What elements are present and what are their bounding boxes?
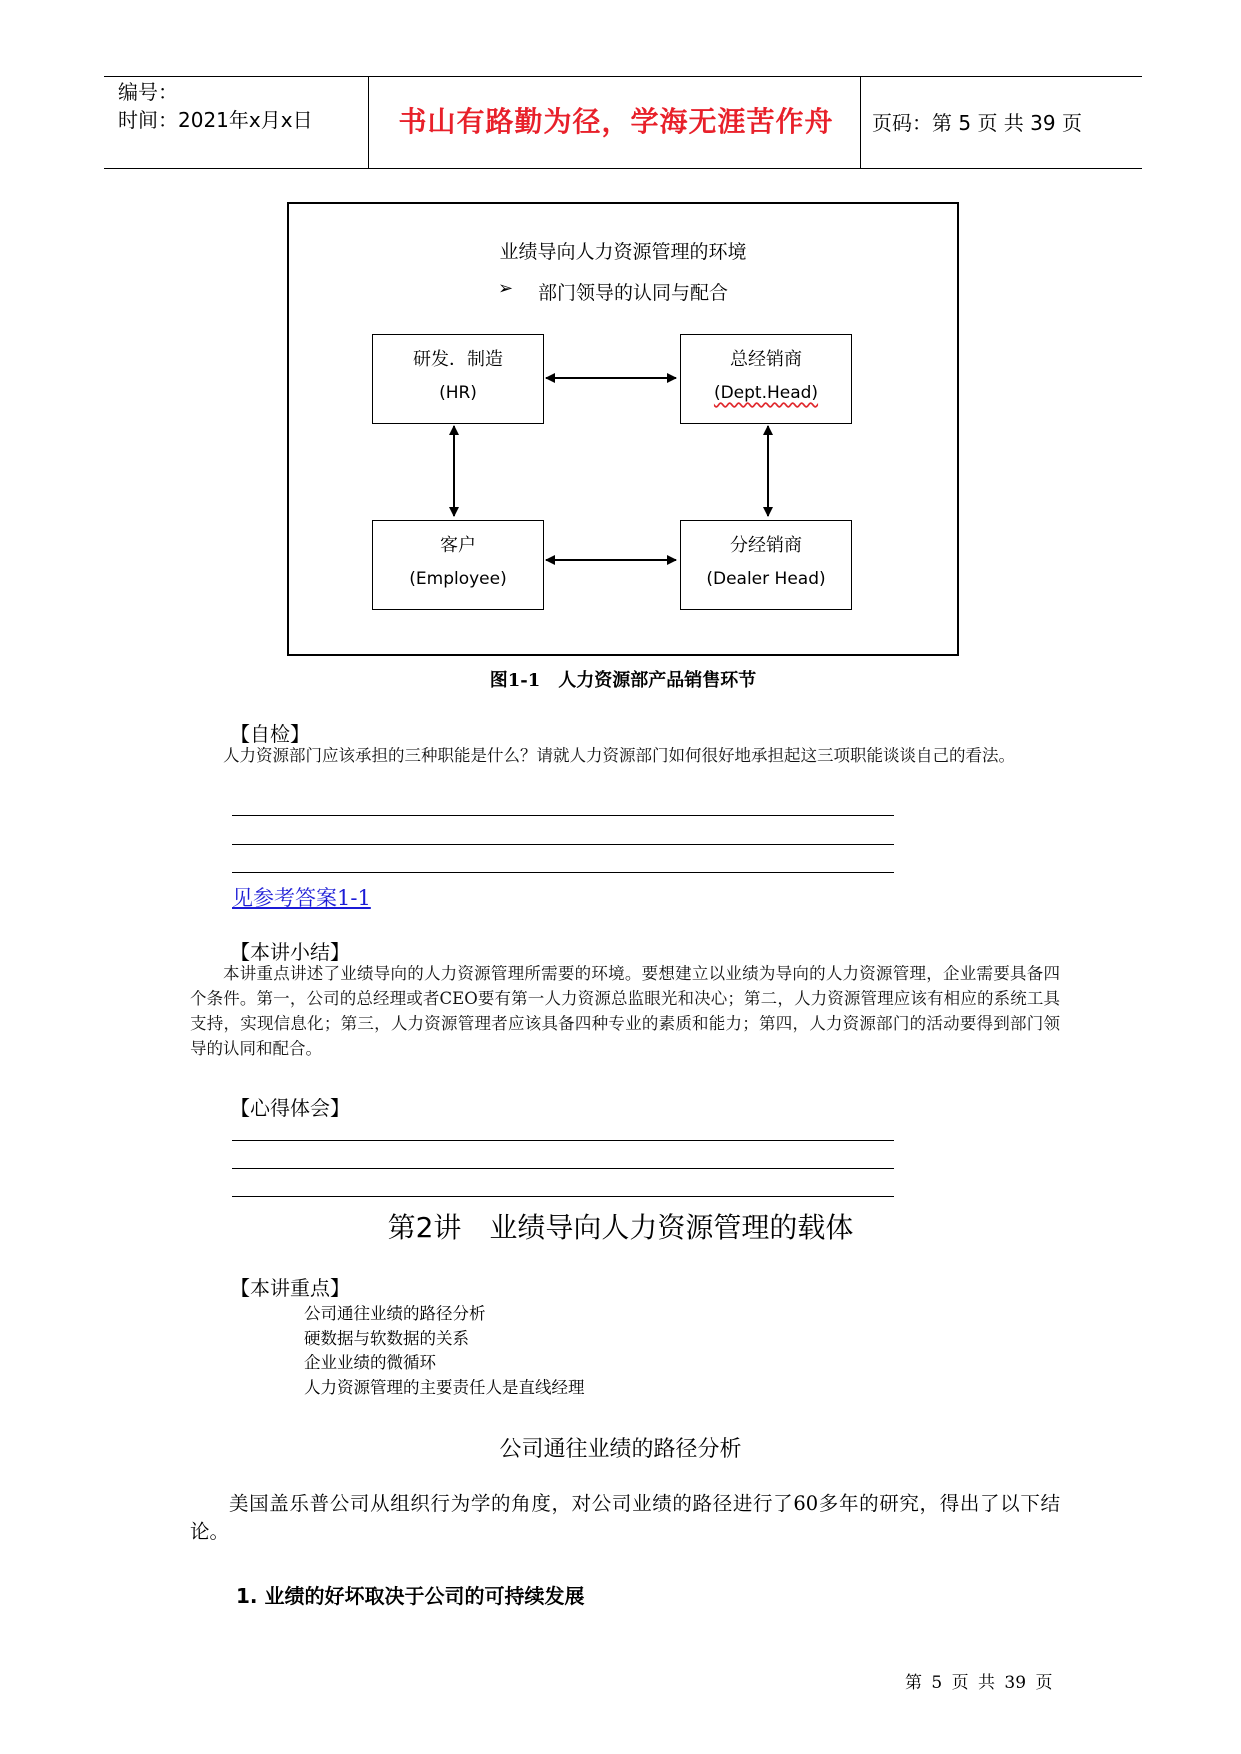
reflection-line-2[interactable] [232, 1168, 894, 1169]
diagram-box-rd-label: 研发．制造 [413, 349, 503, 370]
list-item: 硬数据与软数据的关系 [304, 1328, 469, 1348]
focus-list [304, 1302, 585, 1400]
intro-paragraph: 美国盖乐普公司从组织行为学的角度，对公司业绩的路径进行了60多年的研究，得出了以下结论。 [190, 1492, 1060, 1543]
diagram-box-customer-sublabel: (Employee) [409, 569, 507, 589]
header-number-label: 编号： [118, 80, 178, 104]
diagram-box-distributor-sublabel: (Dept.Head) [713, 383, 819, 403]
diagram-title: 业绩导向人力资源管理的环境 [499, 241, 747, 263]
header-time-label: 时间：2021年x月x日 [118, 108, 313, 132]
list-item: 企业业绩的微循环 [304, 1353, 436, 1372]
reflection-line-1[interactable] [232, 1140, 894, 1141]
section-title: 公司通往业绩的路径分析 [499, 1437, 742, 1462]
self-check-question: 人力资源部门应该承担的三种职能是什么？请就人力资源部门如何很好地承担起这三项职能谈谈自己的看法。 [223, 746, 1015, 765]
summary-text: 本讲重点讲述了业绩导向的人力资源管理所需要的环境。要想建立以业绩为导向的人力资源管理，企业需要具备四个条件。第一，公司的总经理或者CEO要有第一人力资源总监眼光和决心；第二，人力资源管理应该有相应的系统工具支持，实现信息化；第三，人力资源管理者应该具备四种专业的素质和能力；第四，人力资源部门的活动要得到部门领导的认同和配合。 [190, 964, 1060, 1058]
diagram-box-rd-sublabel: (HR) [439, 383, 477, 403]
reflection-line-3[interactable] [232, 1196, 894, 1197]
header-page-label: 页码：第 5 页 共 39 页 [872, 111, 1082, 135]
summary-heading: 【本讲小结】 [230, 940, 350, 964]
diagram-box-subdistributor-sublabel: (Dealer Head) [706, 569, 826, 589]
reflection-heading: 【心得体会】 [230, 1096, 350, 1120]
answer-line-2[interactable] [232, 844, 894, 845]
answer-line-1[interactable] [232, 815, 894, 816]
point-heading: 1. 业绩的好坏取决于公司的可持续发展 [236, 1584, 585, 1608]
diagram-box-subdistributor-label: 分经销商 [730, 535, 802, 556]
header-motto: 书山有路勤为径，学海无涯苦作舟 [398, 105, 834, 138]
list-item: 公司通往业绩的路径分析 [304, 1304, 486, 1323]
focus-heading: 【本讲重点】 [230, 1276, 350, 1300]
diagram-subtitle: 部门领导的认同与配合 [538, 282, 729, 304]
self-check-heading: 【自检】 [230, 722, 310, 746]
diagram-box-customer-label: 客户 [440, 535, 476, 556]
figure-caption: 图1-1 人力资源部产品销售环节 [489, 670, 757, 691]
answer-line-3[interactable] [232, 872, 894, 873]
diagram-box-distributor-label: 总经销商 [730, 349, 802, 370]
page-footer: 第 5 页 共 39 页 [905, 1673, 1053, 1693]
bullet-arrow-icon: ➢ [498, 278, 514, 299]
chapter-title: 第2讲 业绩导向人力资源管理的载体 [387, 1211, 854, 1244]
list-item: 人力资源管理的主要责任人是直线经理 [304, 1377, 585, 1397]
reference-answer-link[interactable]: 见参考答案1-1 [232, 886, 371, 910]
